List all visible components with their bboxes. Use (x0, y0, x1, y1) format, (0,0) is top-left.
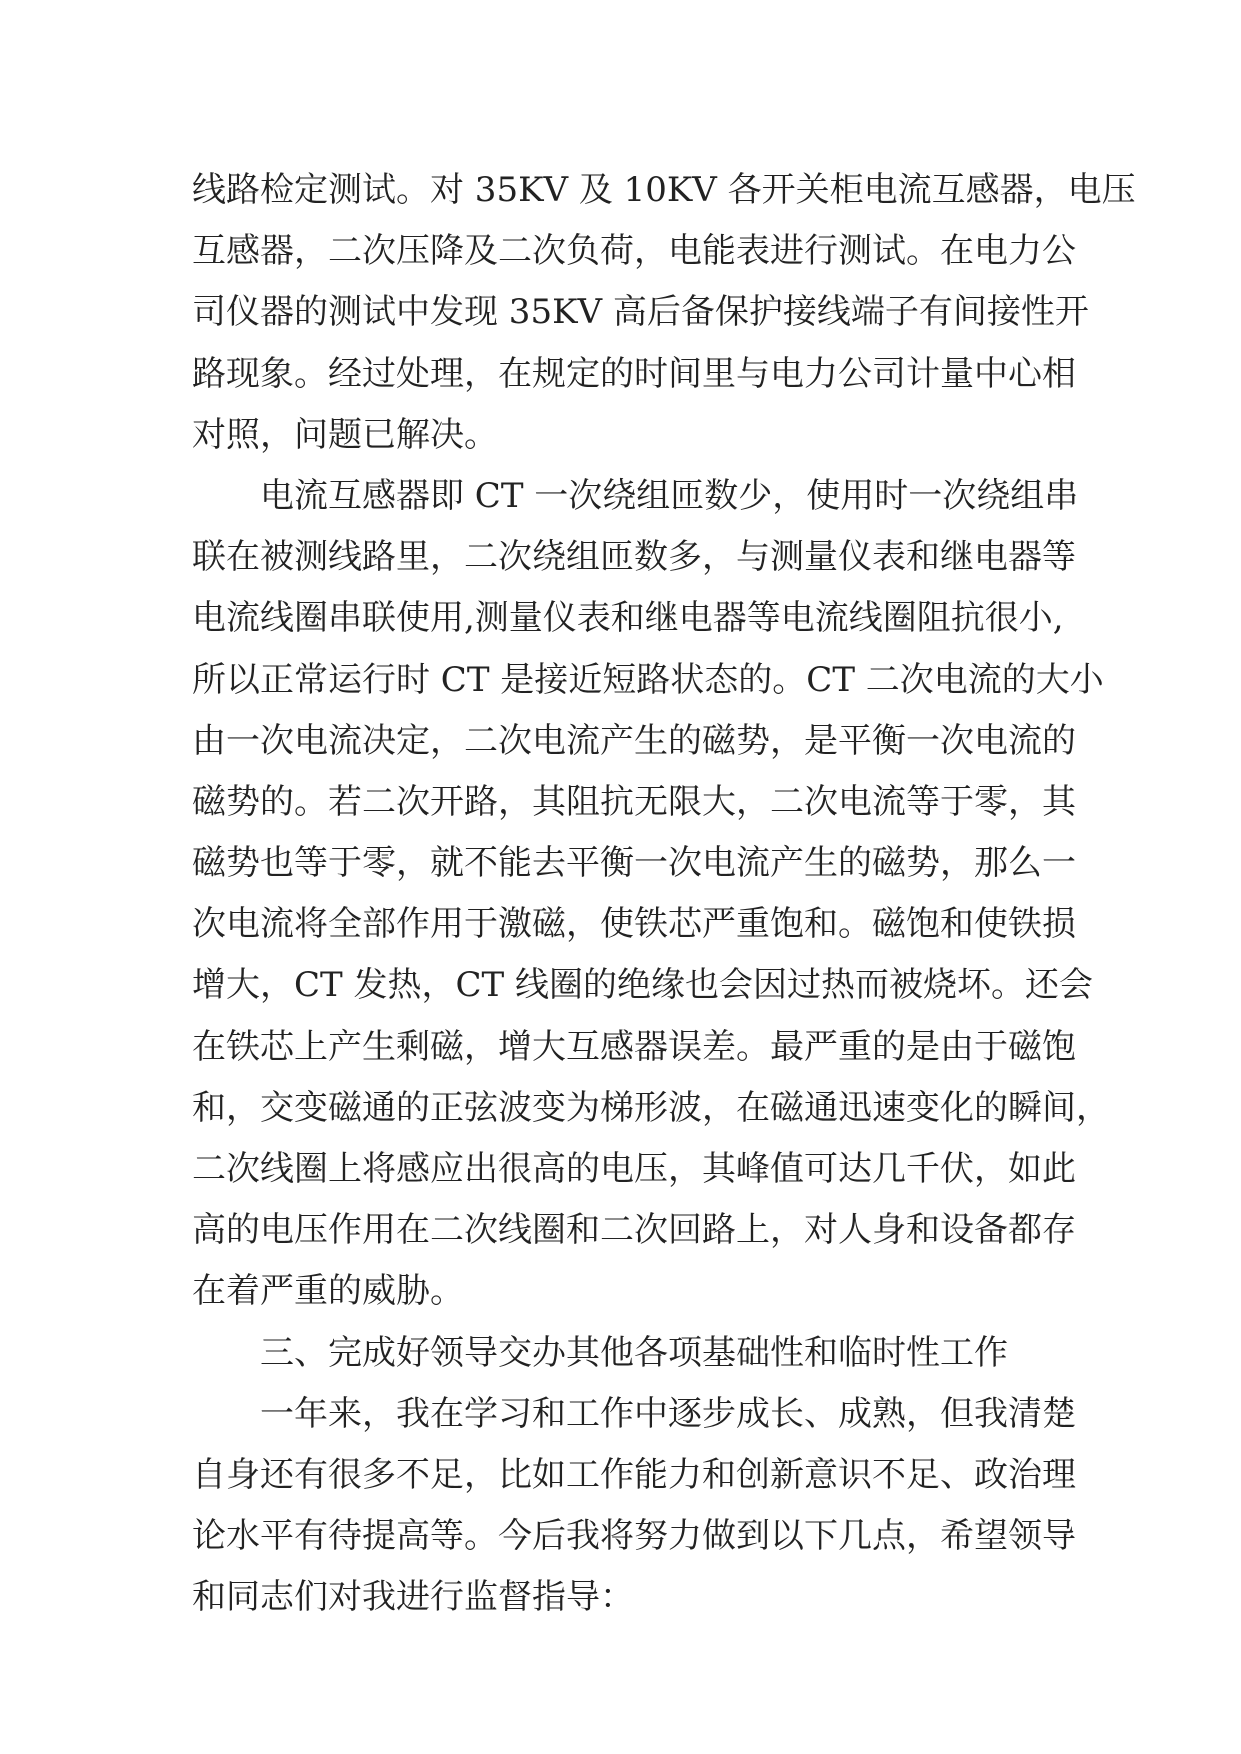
text-line: 互感器，二次压降及二次负荷，电能表进行测试。在电力公 (192, 231, 1076, 272)
text-line: 线路检定测试。对 35KV 及 10KV 各开关柜电流互感器，电压 (192, 170, 1136, 210)
text-line: 和同志们对我进行监督指导： (192, 1577, 634, 1618)
paragraph-first-line: 电流互感器即 CT 一次绕组匝数少，使用时一次绕组串 (260, 475, 1079, 516)
text-line: 联在被测线路里，二次绕组匝数多，与测量仪表和继电器等 (192, 537, 1076, 578)
text-line: 司仪器的测试中发现 35KV 高后备保护接线端子有间接性开 (192, 292, 1089, 333)
text-line: 电流线圈串联使用,测量仪表和继电器等电流线圈阻抗很小, (192, 598, 1064, 639)
text-line: 所以正常运行时 CT 是接近短路状态的。CT 二次电流的大小 (192, 659, 1104, 700)
paragraph-first-line: 一年来，我在学习和工作中逐步成长、成熟，但我清楚 (260, 1393, 1076, 1434)
text-line: 路现象。经过处理，在规定的时间里与电力公司计量中心相 (192, 353, 1076, 394)
text-line: 论水平有待提高等。今后我将努力做到以下几点，希望领导 (192, 1516, 1076, 1557)
text-line: 磁势也等于零，就不能去平衡一次电流产生的磁势，那么一 (192, 843, 1076, 884)
text-line: 自身还有很多不足，比如工作能力和创新意识不足、政治理 (192, 1454, 1076, 1495)
text-line: 次电流将全部作用于激磁，使铁芯严重饱和。磁饱和使铁损 (192, 904, 1076, 945)
text-line: 在铁芯上产生剩磁，增大互感器误差。最严重的是由于磁饱 (192, 1026, 1076, 1067)
text-line: 增大，CT 发热，CT 线圈的绝缘也会因过热而被烧坏。还会 (192, 965, 1093, 1006)
text-line: 在着严重的威胁。 (192, 1271, 464, 1312)
text-line: 二次线圈上将感应出很高的电压，其峰值可达几千伏，如此 (192, 1149, 1076, 1189)
text-line: 高的电压作用在二次线圈和二次回路上，对人身和设备都存 (192, 1210, 1076, 1251)
section-heading: 三、完成好领导交办其他各项基础性和临时性工作 (260, 1332, 1008, 1373)
document-body (192, 160, 1136, 1629)
text-line: 对照，问题已解决。 (192, 414, 498, 455)
text-line: 磁势的。若二次开路，其阻抗无限大，二次电流等于零，其 (192, 781, 1076, 822)
text-line: 和，交变磁通的正弦波变为梯形波，在磁通迅速变化的瞬间， (192, 1087, 1110, 1128)
text-line: 由一次电流决定，二次电流产生的磁势，是平衡一次电流的 (192, 720, 1076, 761)
